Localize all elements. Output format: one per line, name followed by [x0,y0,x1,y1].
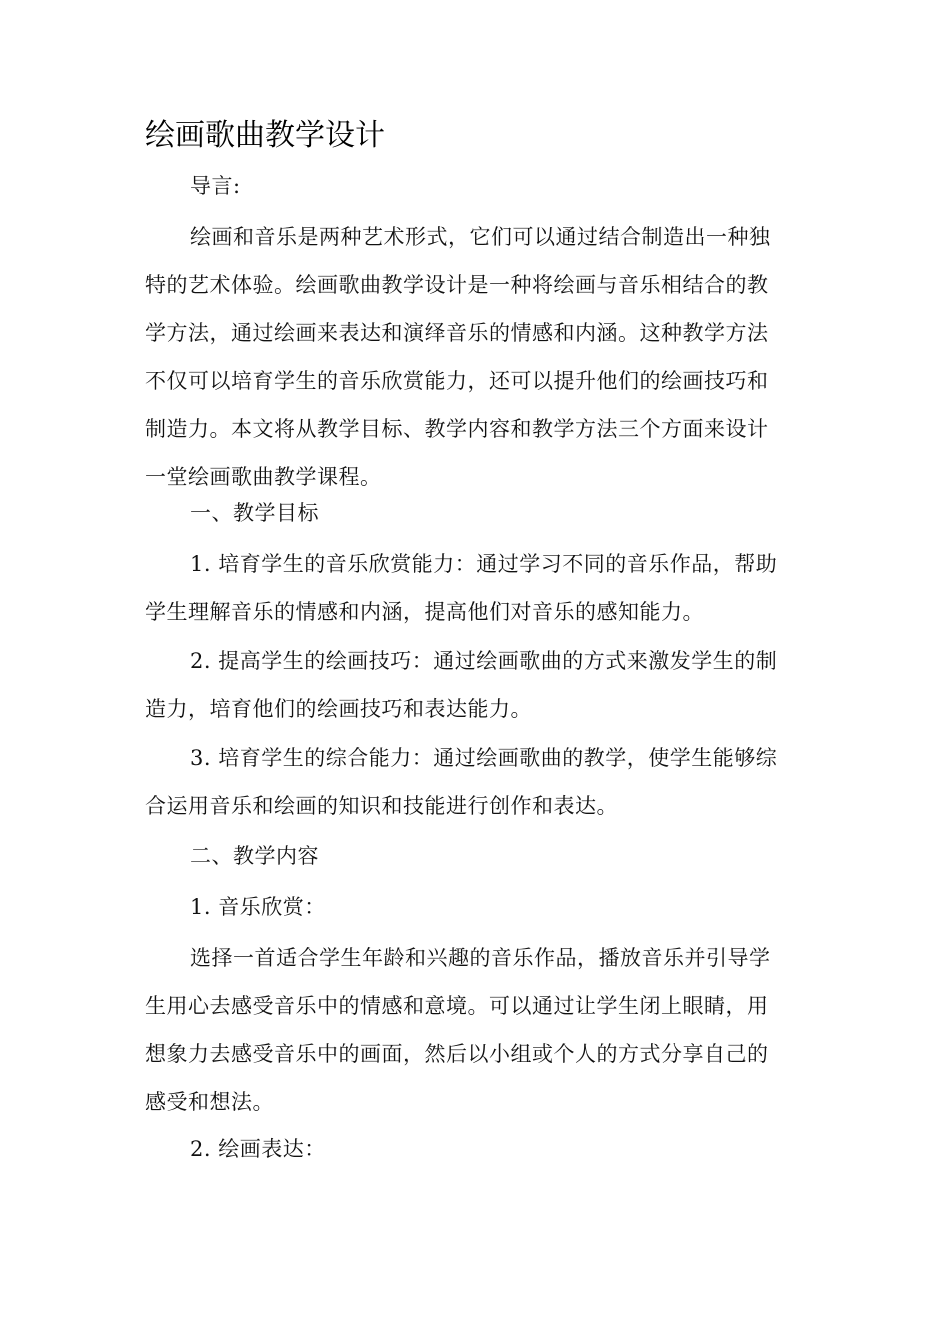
paragraph-music-appreciation [145,934,805,1126]
paragraph-intro-heading [145,162,805,210]
paragraph-line: 2. 提高学生的绘画技巧：通过绘画歌曲的方式来激发学生的制 [190,649,778,673]
paragraph-line: 制造力。本文将从教学目标、教学内容和教学方法三个方面来设计 [145,417,769,441]
subheading: 1. 音乐欣赏： [190,895,326,919]
section-heading-goals [145,489,805,537]
section-heading-content [145,832,805,880]
paragraph-line: 不仅可以培育学生的音乐欣赏能力，还可以提升他们的绘画技巧和 [145,369,769,393]
paragraph-line: 感受和想法。 [145,1090,274,1114]
paragraph-line: 学生理解音乐的情感和内涵，提高他们对音乐的感知能力。 [145,600,704,624]
paragraph-line: 3. 培育学生的综合能力：通过绘画歌曲的教学，使学生能够综 [190,746,778,770]
list-item-goal-3 [145,734,805,830]
subheading: 2. 绘画表达： [190,1137,326,1161]
paragraph-line: 1. 培育学生的音乐欣赏能力：通过学习不同的音乐作品，帮助 [190,552,778,576]
paragraph-line: 一堂绘画歌曲教学课程。 [145,465,382,489]
paragraph-intro [145,213,805,501]
paragraph-line: 导言: [190,174,241,198]
paragraph-line: 合运用音乐和绘画的知识和技能进行创作和表达。 [145,794,618,818]
paragraph-line: 选择一首适合学生年龄和兴趣的音乐作品，播放音乐并引导学 [190,946,771,970]
paragraph-line: 学方法，通过绘画来表达和演绎音乐的情感和内涵。这种教学方法 [145,321,769,345]
paragraph-line: 造力，培育他们的绘画技巧和表达能力。 [145,697,532,721]
section-heading: 二、教学内容 [190,844,319,868]
paragraph-line: 特的艺术体验。绘画歌曲教学设计是一种将绘画与音乐相结合的教 [145,273,769,297]
list-item-goal-1 [145,540,805,636]
subheading-music-appreciation [145,883,805,931]
document-title: 绘画歌曲教学设计 [145,118,385,153]
paragraph-line: 绘画和音乐是两种艺术形式，它们可以通过结合制造出一种独 [190,225,771,249]
paragraph-line: 想象力去感受音乐中的画面，然后以小组或个人的方式分享自己的 [145,1042,769,1066]
subheading-drawing-expression [145,1125,805,1173]
paragraph-line: 生用心去感受音乐中的情感和意境。可以通过让学生闭上眼睛，用 [145,994,769,1018]
section-heading: 一、教学目标 [190,501,319,525]
list-item-goal-2 [145,637,805,733]
